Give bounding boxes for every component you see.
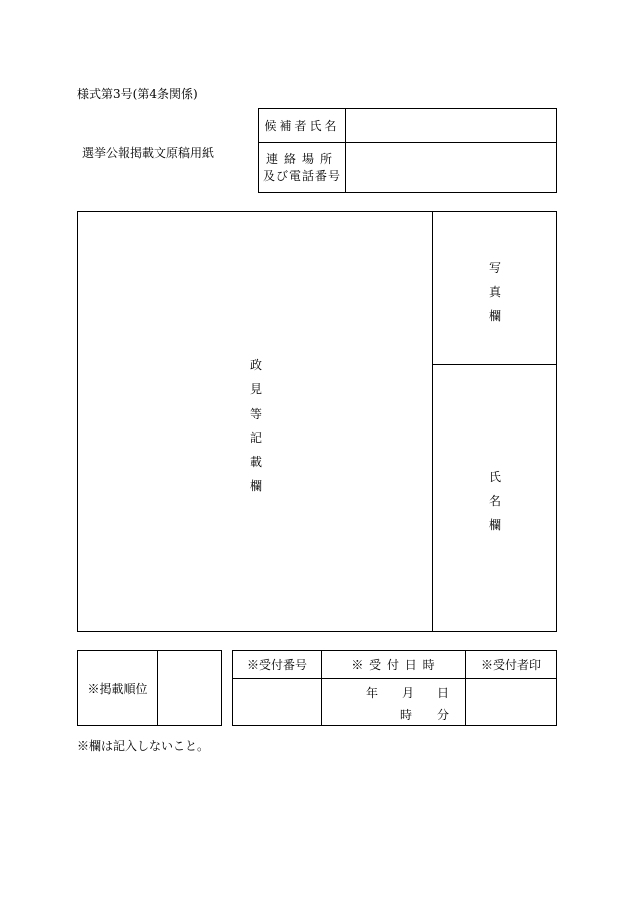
month-label: 月	[402, 686, 415, 700]
contact-field[interactable]	[346, 143, 557, 193]
policy-label-char: 政	[249, 358, 262, 372]
receiver-seal-field[interactable]	[466, 679, 557, 726]
receipt-number-field[interactable]	[233, 679, 322, 726]
policy-label-char: 記	[249, 430, 262, 445]
receipt-table	[232, 650, 557, 726]
column-divider	[432, 211, 433, 632]
photo-label-char: 真	[488, 285, 501, 299]
photo-name-divider	[432, 364, 557, 365]
receipt-datetime-field[interactable]	[322, 679, 466, 726]
policy-label	[246, 353, 266, 499]
contact-label	[259, 143, 346, 193]
name-label	[485, 465, 505, 537]
name-label-char: 名	[488, 494, 501, 508]
publication-order-label: ※掲載順位	[78, 651, 158, 726]
photo-label-char: 写	[488, 261, 501, 275]
publication-order-table	[77, 650, 222, 726]
contact-label-line1: 連絡場所	[265, 151, 338, 166]
year-label: 年	[366, 686, 379, 700]
hour-label: 時	[400, 708, 413, 722]
photo-label	[485, 256, 505, 328]
policy-label-char: 見	[249, 382, 262, 397]
contact-label-line2: 及び電話番号	[262, 168, 341, 183]
policy-label-char: 等	[249, 406, 262, 421]
policy-label-char: 欄	[249, 479, 262, 494]
day-label: 日	[437, 686, 450, 700]
receipt-number-label: ※受付番号	[233, 651, 322, 679]
candidate-name-label: 候補者氏名	[259, 109, 346, 143]
receiver-seal-label: ※受付者印	[466, 651, 557, 679]
photo-label-char: 欄	[488, 309, 501, 323]
receipt-datetime-label: ※ 受 付 日 時	[322, 651, 466, 679]
footer-note: ※欄は記入しないこと。	[77, 739, 210, 753]
name-label-char: 氏	[488, 470, 501, 484]
form-number: 様式第3号(第4条関係)	[77, 87, 198, 101]
publication-order-field[interactable]	[158, 651, 222, 726]
candidate-name-field[interactable]	[346, 109, 557, 143]
candidate-info-table	[258, 108, 557, 193]
policy-label-char: 載	[249, 455, 262, 470]
form-title: 選挙公報掲載文原稿用紙	[82, 146, 215, 160]
minute-label: 分	[437, 708, 450, 722]
name-label-char: 欄	[488, 518, 501, 532]
